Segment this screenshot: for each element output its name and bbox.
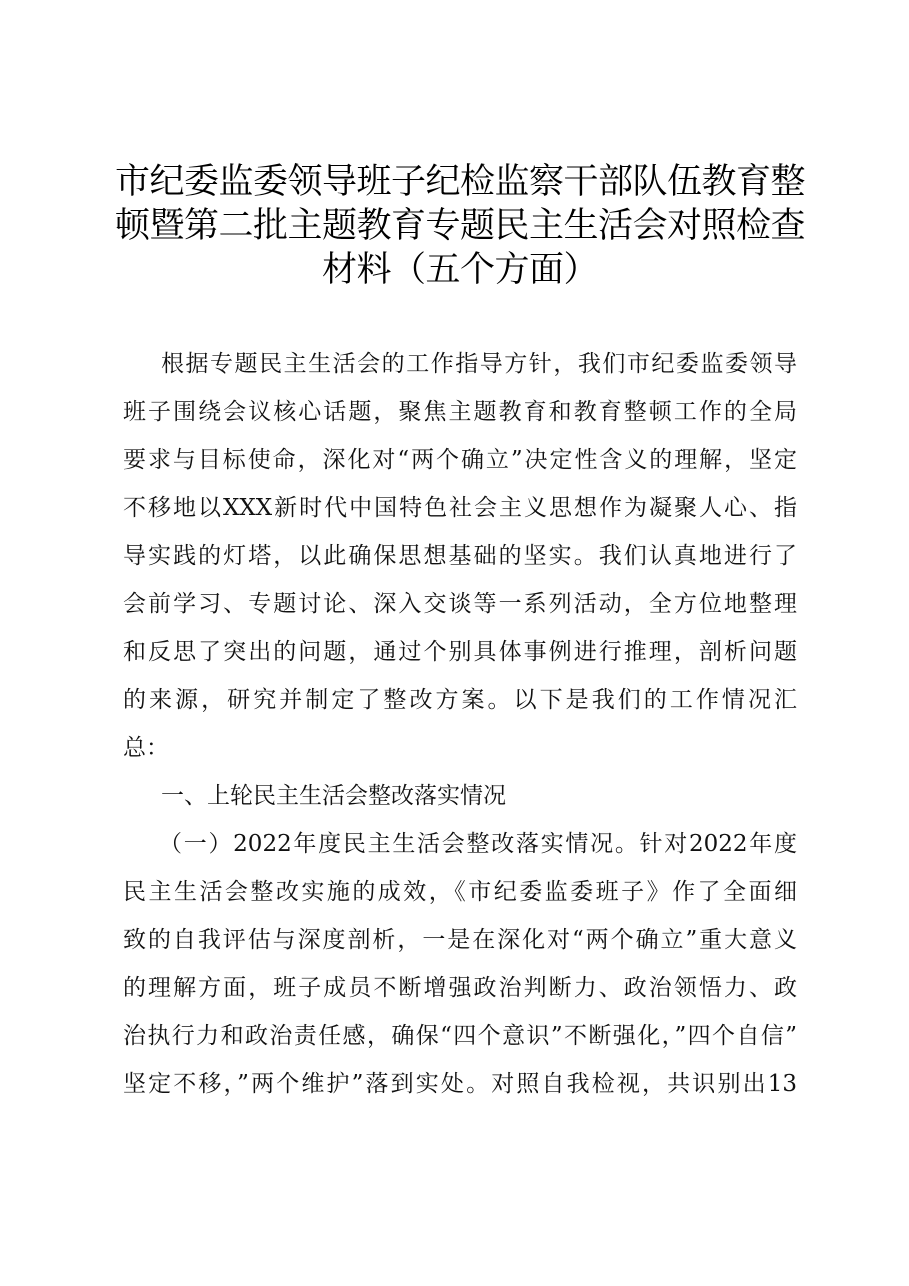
title-line-1: 市纪委监委领导班子纪检监察干部队伍教育整 [114, 162, 805, 202]
body-line-6: 会前学习、专题讨论、深入交谈等一系列活动，全方位地整理 [123, 591, 797, 617]
body-line-16: 坚定不移，”两个维护”落到实处。对照自我检视，共识别出13 [123, 1071, 797, 1097]
body-line-8: 的来源，研究并制定了整改方案。以下是我们的工作情况汇 [123, 687, 797, 713]
body-line-11: （一）2022年度民主生活会整改落实情况。针对2022年度 [159, 831, 797, 857]
body-line-5: 导实践的灯塔，以此确保思想基础的坚实。我们认真地进行了 [123, 543, 797, 569]
body-line-14: 的理解方面，班子成员不断增强政治判断力、政治领悟力、政 [123, 975, 797, 1001]
body-line-7: 和反思了突出的问题，通过个别具体事例进行推理，剖析问题 [123, 639, 797, 665]
body-line-2: 班子围绕会议核心话题，聚焦主题教育和教育整顿工作的全局 [123, 399, 797, 425]
section-heading-1: 一、上轮民主生活会整改落实情况 [161, 783, 506, 809]
body-line-1: 根据专题民主生活会的工作指导方针，我们市纪委监委领导 [161, 351, 797, 377]
title-line-3: 材料（五个方面） [321, 250, 598, 290]
body-line-13: 致的自我评估与深度剖析，一是在深化对“两个确立”重大意义 [123, 927, 797, 953]
document-body [123, 340, 797, 1108]
body-line-15: 治执行力和政治责任感，确保“四个意识”不断强化，”四个自信” [123, 1023, 797, 1049]
document-title [112, 160, 808, 292]
body-line-9: 总： [123, 735, 169, 761]
title-line-2: 顿暨第二批主题教育专题民主生活会对照检查 [114, 206, 805, 246]
body-line-3: 要求与目标使命，深化对“两个确立”决定性含义的理解，坚定 [123, 447, 797, 473]
body-line-12: 民主生活会整改实施的成效，《市纪委监委班子》作了全面细 [123, 879, 797, 905]
body-line-4: 不移地以XXX新时代中国特色社会主义思想作为凝聚人心、指 [123, 495, 797, 521]
